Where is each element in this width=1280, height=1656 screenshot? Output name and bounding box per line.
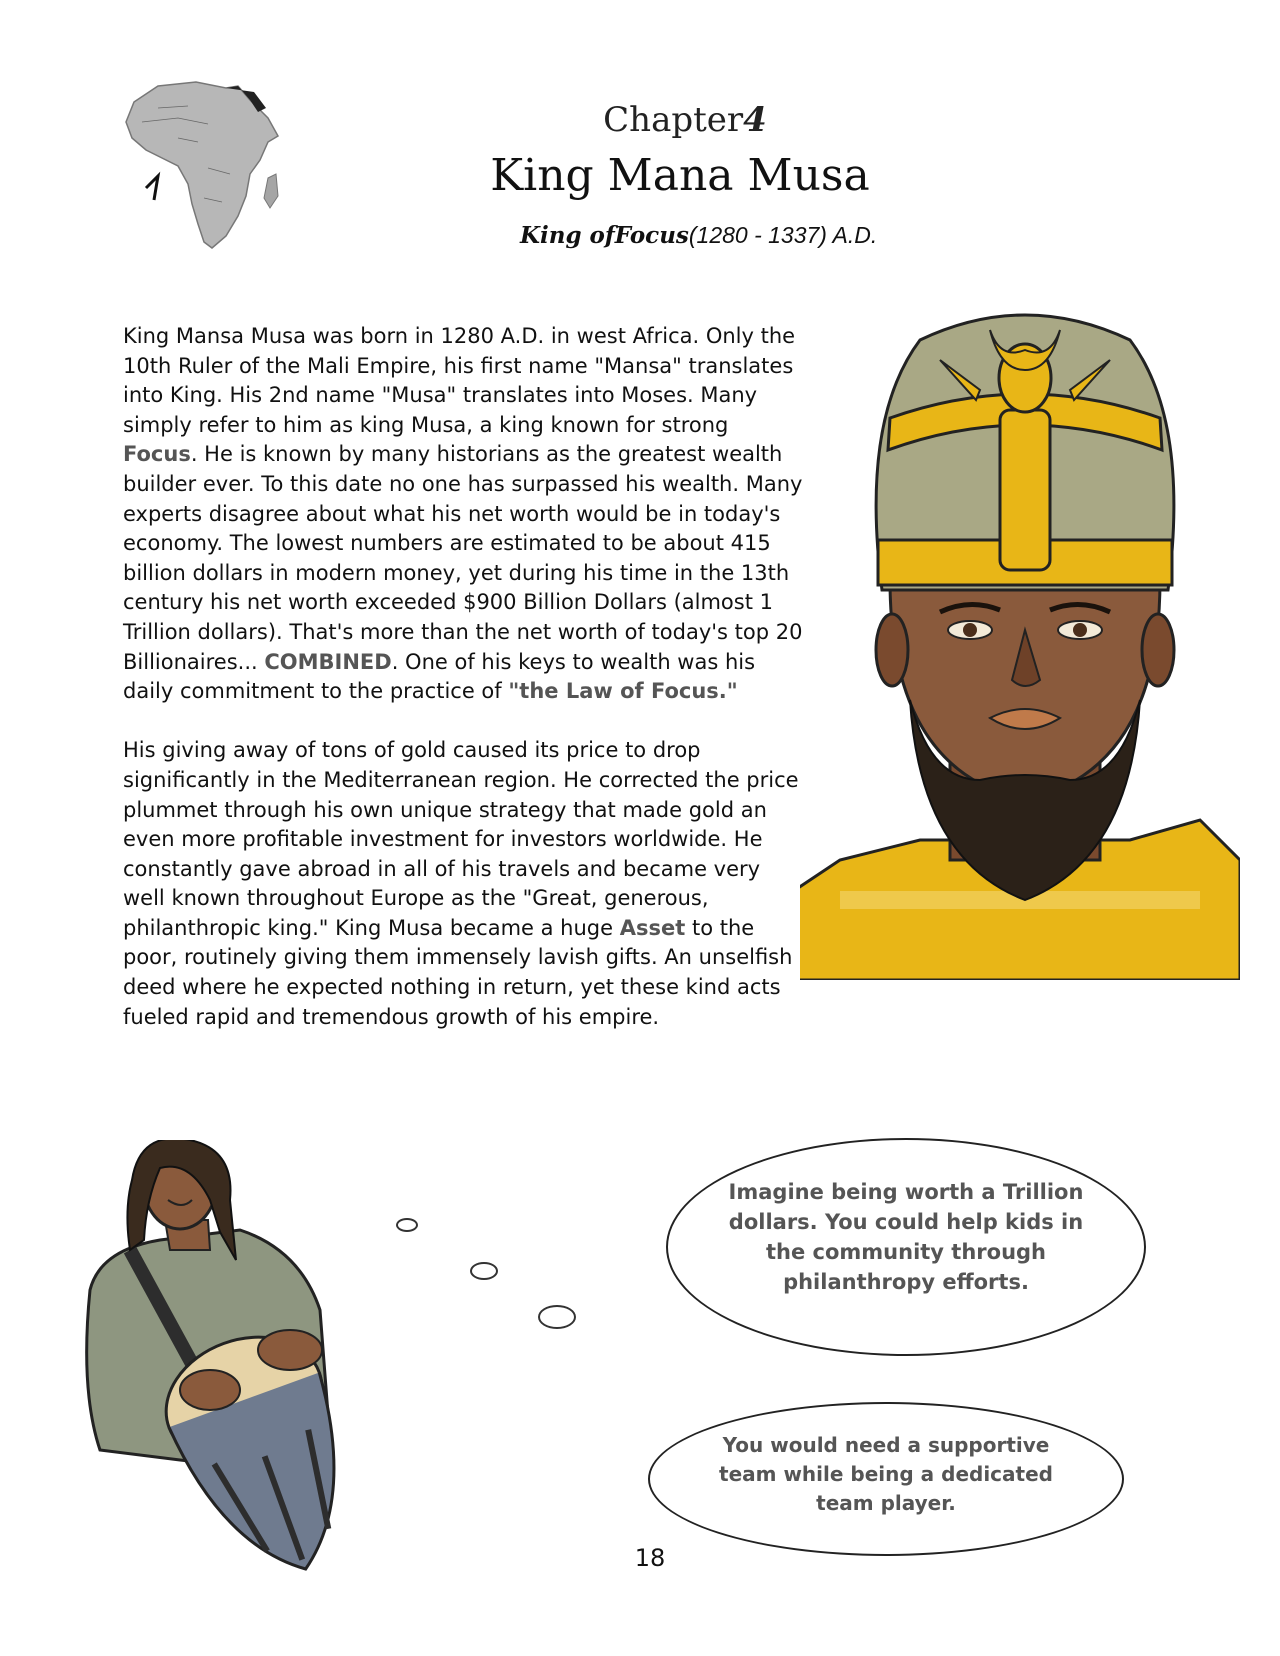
thought-dot-medium	[470, 1262, 498, 1280]
subtitle-bold: King ofFocus	[520, 222, 689, 249]
text-run: . One of his keys to wealth was his daily commitment to the practice of	[123, 649, 756, 704]
africa-map-icon	[118, 78, 296, 256]
highlight-combined: COMBINED	[264, 649, 392, 674]
page-title: King Mana Musa	[490, 150, 870, 201]
paragraph-1	[123, 322, 803, 707]
highlight-focus: Focus	[123, 442, 191, 467]
subtitle-dates: (1280 - 1337) A.D.	[688, 222, 878, 248]
page-number: 18	[634, 1544, 666, 1572]
thought-dot-small	[396, 1218, 418, 1232]
chapter-word: Chapter	[603, 100, 744, 140]
thought-bubble-text: You would need a supportive team while being a dedicated team player.	[719, 1432, 1053, 1515]
text-run: . He is known by many historians as the greatest wealth builder ever. To this date no one has surpassed his wealth. Many experts disagree about what his net worth would be in today's economy. The lowest numbers are estimated to be about 415 billion dollars in modern money, yet during his time in the 13th century his net worth exceeded $900 Billion Dollars (almost 1 Trillion dollars). That's more than the net worth of today's top 20 Billionaires...	[123, 442, 803, 674]
north-arrow-icon	[146, 176, 158, 200]
highlight-law-of-focus: "the Law of Focus."	[508, 679, 738, 704]
chapter-heading	[560, 100, 810, 140]
highlight-asset: Asset	[619, 915, 686, 940]
paragraph-2	[123, 736, 803, 1032]
thought-bubble-text: Imagine being worth a Trillion dollars. You could help kids in the community through philanthropy efforts.	[728, 1180, 1084, 1294]
king-portrait-illustration	[800, 300, 1240, 980]
body-text	[123, 322, 803, 1032]
text-run: King Mansa Musa was born in 1280 A.D. in west Africa. Only the 10th Ruler of the Mali Empire, his first name "Mansa" translates into King. His 2nd name "Musa" translates into Moses. Many simply refer to him as king Musa, a king known for strong	[123, 324, 796, 437]
thought-bubble-trillion	[666, 1138, 1146, 1356]
chapter-number: 4	[743, 100, 767, 140]
subtitle	[520, 222, 960, 249]
text-run: to the poor, routinely giving them immensely lavish gifts. An unselfish deed where he expected nothing in return, yet these kind acts fueled rapid and tremendous growth of his empire.	[123, 915, 793, 1029]
text-run: His giving away of tons of gold caused its price to drop significantly in the Mediterranean region. He corrected the price plummet through his own unique strategy that made gold an even more profitable investment for investors worldwide. He constantly gave abroad in all of his travels and became very well known throughout Europe as the "Great, generous, philanthropic king." King Musa became a huge	[123, 738, 799, 940]
thought-dot-large	[538, 1305, 576, 1329]
drummer-illustration	[60, 1140, 420, 1580]
thought-bubble-team	[648, 1402, 1124, 1556]
